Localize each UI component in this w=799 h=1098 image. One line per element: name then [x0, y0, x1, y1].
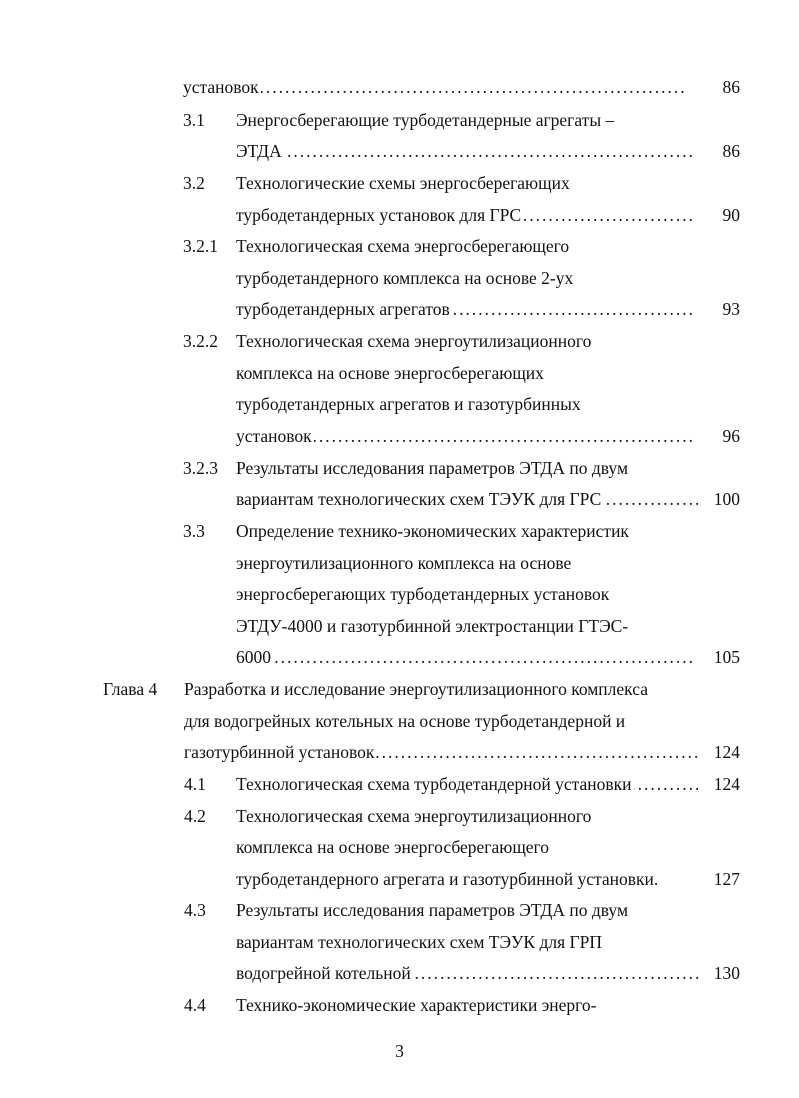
toc-leader-line: [236, 488, 699, 510]
toc-leader-line: [236, 962, 699, 984]
toc-entry-title: Технологические схемы энергосберегающих: [236, 173, 570, 193]
toc-entry-title: Технологическая схема энергоутилизационного: [236, 331, 592, 351]
toc-entry-number: 4.3: [184, 900, 206, 920]
toc-entry-title: Технологическая схема энергосберегающего: [236, 236, 570, 256]
toc-entry-title: Результаты исследования параметров ЭТДА по двум: [236, 458, 629, 478]
toc-entry-number: 3.3: [183, 521, 205, 541]
toc-text: турбодетандерных установок для ГРС: [236, 205, 522, 225]
toc-entry-title: Технологическая схема энергоутилизационного: [236, 806, 592, 826]
toc-entry-title: энергоутилизационного комплекса на основе: [236, 553, 572, 573]
toc-entry-title: Технико-экономические характеристики энерго-: [236, 995, 597, 1015]
toc-page-number: 130: [713, 963, 740, 983]
toc-entry-title: турбодетандерного агрегата и газотурбинной установки.: [236, 869, 659, 889]
toc-leader-line: [184, 741, 698, 763]
toc-page-number: 124: [713, 742, 740, 762]
chapter-title: для водогрейных котельных на основе турбодетандерной и: [184, 711, 626, 731]
toc-entry-title: Определение технико-экономических характеристик: [236, 521, 629, 541]
toc-leader-line: [236, 646, 694, 668]
toc-page-number: 86: [722, 77, 740, 97]
chapter-label: Глава 4: [103, 679, 158, 699]
toc-page-number: 127: [713, 869, 740, 889]
page-number: 3: [395, 1041, 404, 1061]
toc-leader-line: [236, 298, 694, 320]
toc-page-number: 105: [713, 647, 740, 667]
toc-line-ustanovok: [183, 76, 688, 98]
toc-leader-line: [236, 773, 698, 795]
toc-page-number: 100: [713, 489, 740, 509]
toc-page-number: 93: [722, 299, 740, 319]
toc-entry-title: ЭТДУ-4000 и газотурбинной электростанции ГТЭС-: [236, 616, 629, 636]
toc-entry-title: вариантам технологических схем ТЭУК для ГРП: [236, 932, 603, 952]
toc-text: газотурбинной установок: [184, 742, 375, 762]
toc-entry-number: 4.1: [184, 774, 206, 794]
toc-page-number: 90: [722, 205, 740, 225]
toc-entry-title: турбодетандерного комплекса на основе 2-ух: [236, 268, 574, 288]
chapter-title: Разработка и исследование энергоутилизационного комплекса: [184, 679, 648, 699]
toc-page-number: 96: [722, 426, 740, 446]
toc-text: 6000: [236, 647, 271, 667]
toc-entry-title: Энергосберегающие турбодетандерные агрегаты –: [236, 110, 615, 130]
toc-entry-title: турбодетандерных агрегатов и газотурбинных: [236, 394, 581, 414]
toc-text: установок: [236, 426, 312, 446]
toc-text: установок: [183, 77, 259, 97]
toc-entry-number: 4.2: [184, 806, 206, 826]
toc-entry-number: 3.2.1: [183, 236, 218, 256]
toc-entry-title: энергосберегающих турбодетандерных установок: [236, 584, 610, 604]
toc-text: вариантам технологических схем ТЭУК для ГРС: [236, 489, 602, 509]
toc-leader-line: [236, 425, 694, 447]
toc-text: водогрейной котельной: [236, 963, 411, 983]
toc-entry-number: 4.4: [184, 995, 206, 1015]
toc-leader-line: [236, 140, 694, 162]
toc-entry-number: 3.1: [183, 110, 205, 130]
toc-text: турбодетандерных агрегатов: [236, 299, 450, 319]
toc-entry-title: комплекса на основе энергосберегающего: [236, 837, 550, 857]
toc-page-number: 86: [722, 141, 740, 161]
toc-entry-title: Результаты исследования параметров ЭТДА по двум: [236, 900, 629, 920]
toc-text: Технологическая схема турбодетандерной установки: [236, 774, 632, 794]
toc-text: ЭТДА: [236, 141, 282, 161]
toc-page-number: 124: [713, 774, 740, 794]
toc-entry-number: 3.2.3: [183, 458, 218, 478]
toc-entry-number: 3.2.2: [183, 331, 218, 351]
toc-entry-title: комплекса на основе энергосберегающих: [236, 363, 544, 383]
toc-entry-number: 3.2: [183, 173, 205, 193]
toc-leader-line: [236, 204, 694, 226]
